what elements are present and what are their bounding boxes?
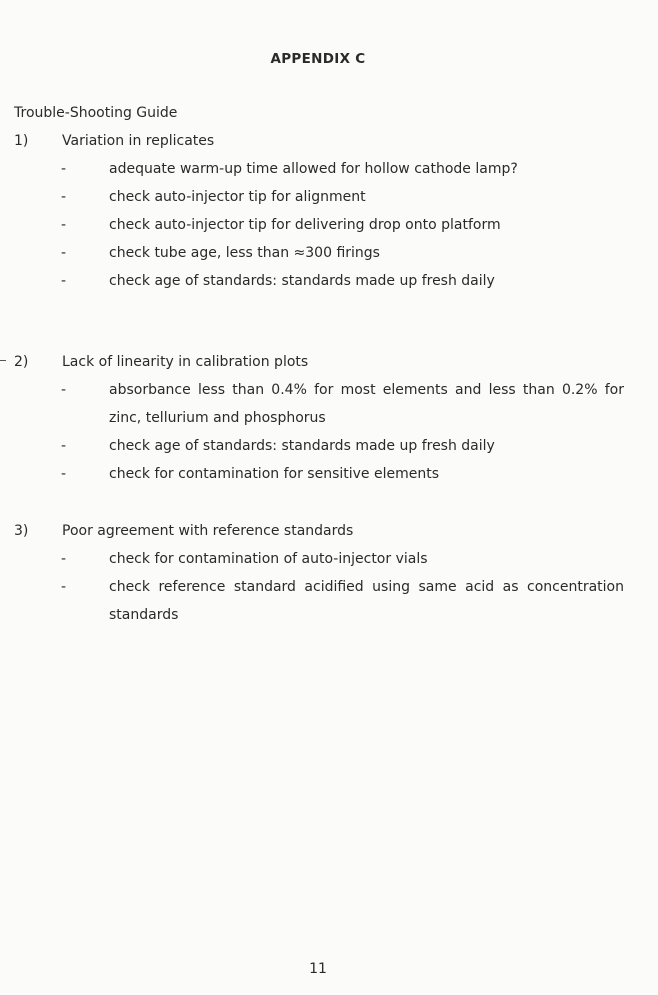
item-text: check tube age, less than ≈300 firings	[109, 245, 380, 261]
list-item	[14, 239, 624, 267]
section-heading	[14, 517, 624, 545]
bullet-dash: -	[61, 551, 67, 567]
list-item	[14, 155, 624, 183]
page-number: 11	[309, 961, 327, 977]
section-title: Variation in replicates	[62, 133, 215, 149]
item-text: check age of standards: standards made up fresh daily	[109, 273, 495, 289]
bullet-dash: -	[61, 382, 67, 398]
section-number: 3)	[14, 523, 29, 539]
section-title: Lack of linearity in calibration plots	[62, 354, 309, 370]
list-item	[14, 545, 624, 573]
section-number: 2)	[14, 354, 29, 370]
section-3	[14, 517, 624, 629]
appendix-title: APPENDIX C	[270, 51, 366, 67]
list-item	[14, 267, 624, 295]
section-1	[14, 127, 624, 295]
section-2	[14, 348, 624, 488]
list-item	[14, 183, 624, 211]
section-heading	[14, 127, 624, 155]
item-text: check auto-injector tip for delivering drop onto platform	[109, 217, 501, 233]
item-text: check auto-injector tip for alignment	[109, 189, 366, 205]
section-title: Poor agreement with reference standards	[62, 523, 354, 539]
bullet-dash: -	[61, 579, 67, 595]
list-item	[14, 211, 624, 239]
guide-title: Trouble-Shooting Guide	[14, 105, 178, 121]
bullet-dash: -	[61, 466, 67, 482]
bullet-dash: -	[61, 273, 67, 289]
item-text: check for contamination for sensitive elements	[109, 466, 440, 482]
item-text: absorbance less than 0.4% for most elements and less than 0.2% for zinc, tellurium and phosphorus	[109, 382, 624, 426]
bullet-dash: -	[61, 217, 67, 233]
item-text: check for contamination of auto-injector vials	[109, 551, 428, 567]
item-list	[14, 376, 624, 488]
margin-mark	[0, 360, 6, 361]
item-text: adequate warm-up time allowed for hollow cathode lamp?	[109, 161, 518, 177]
list-item	[14, 376, 624, 432]
list-item	[14, 432, 624, 460]
list-item	[14, 460, 624, 488]
item-list	[14, 545, 624, 629]
item-text: check reference standard acidified using same acid as concentration standards	[109, 579, 624, 623]
section-heading	[14, 348, 624, 376]
section-number: 1)	[14, 133, 29, 149]
list-item	[14, 573, 624, 629]
bullet-dash: -	[61, 245, 67, 261]
bullet-dash: -	[61, 189, 67, 205]
item-text: check age of standards: standards made up fresh daily	[109, 438, 495, 454]
item-list	[14, 155, 624, 295]
bullet-dash: -	[61, 438, 67, 454]
bullet-dash: -	[61, 161, 67, 177]
